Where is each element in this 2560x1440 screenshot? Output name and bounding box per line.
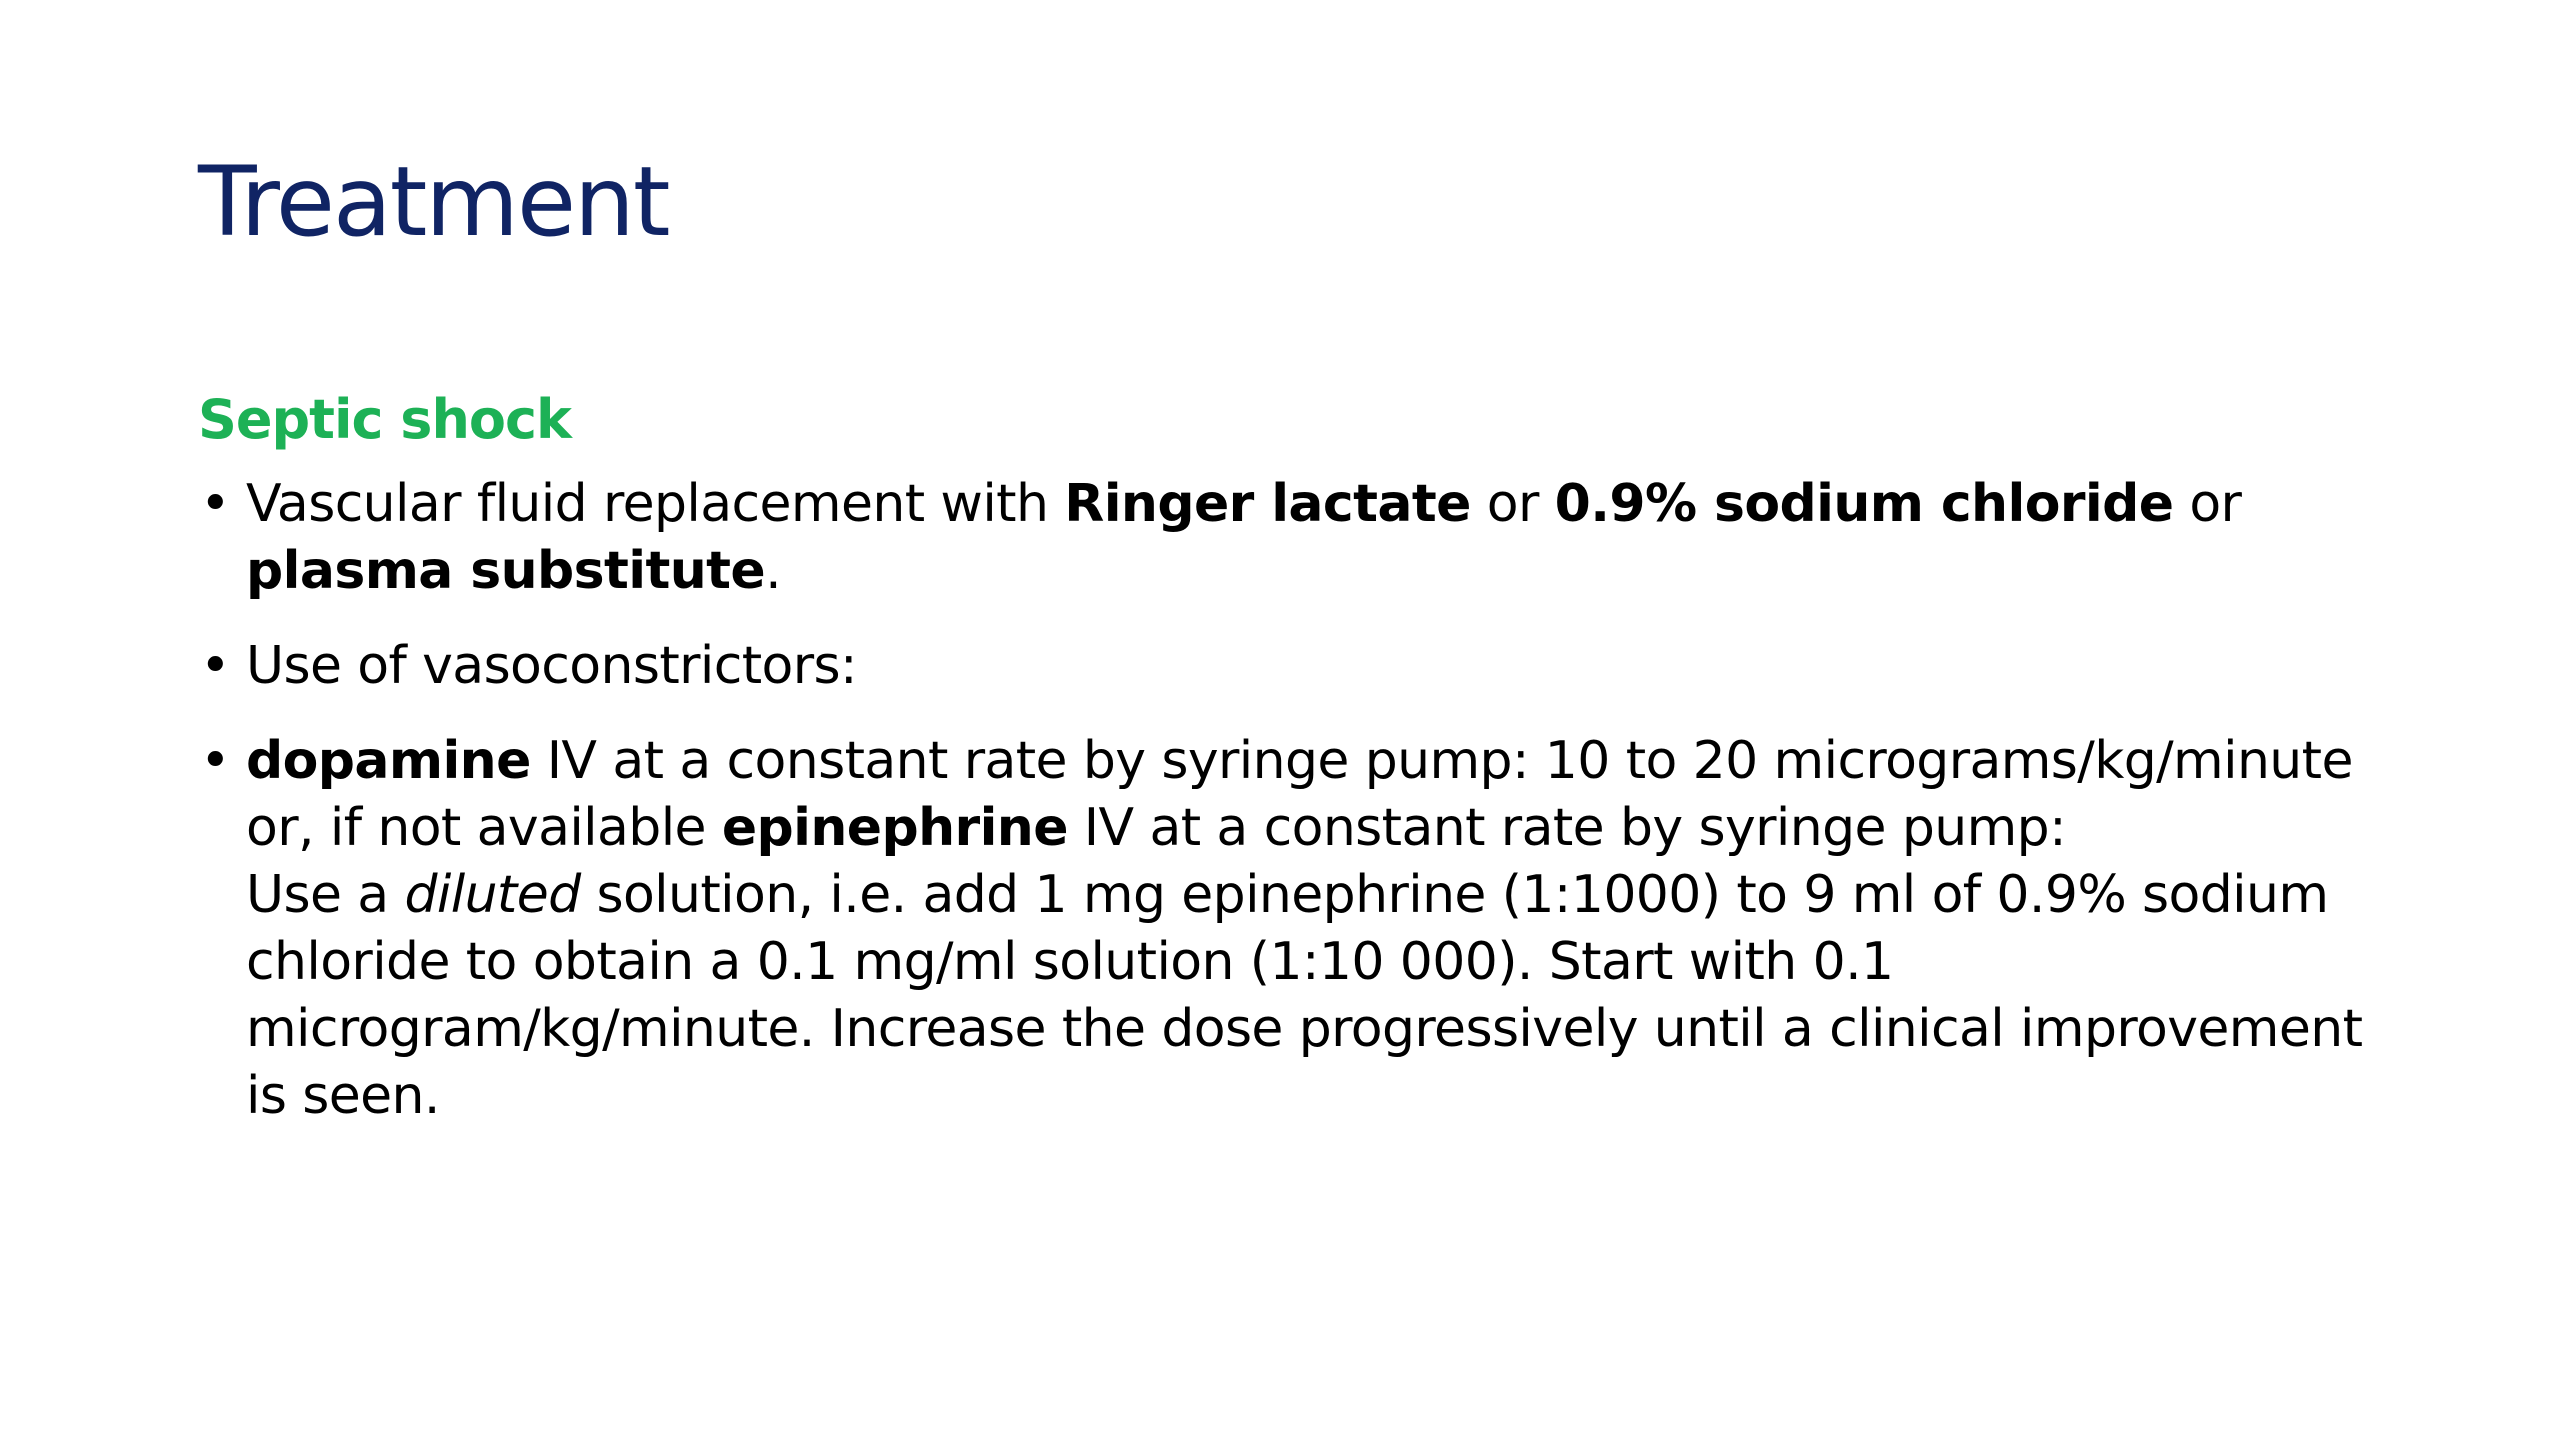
bullet-item-fluid-replacement xyxy=(198,471,2418,605)
bold-term-plasma-substitute: plasma substitute xyxy=(246,540,766,601)
bold-term-ringer-lactate: Ringer lactate xyxy=(1064,473,1471,534)
section-heading: Septic shock xyxy=(198,388,571,451)
bullet-text: IV at a constant rate by syringe pump: 10 to 20 micrograms/kg/minute or, if not available xyxy=(246,730,2353,858)
bullet-list xyxy=(198,471,2418,1130)
bullet-text: Vascular fluid replacement with xyxy=(246,473,1065,534)
bullet-text: Use a xyxy=(246,864,405,925)
bullet-text: . xyxy=(765,540,782,601)
italic-term-diluted: diluted xyxy=(404,864,581,925)
slide-title: Treatment xyxy=(198,146,669,258)
bullet-icon: • xyxy=(200,730,231,791)
bullet-icon: • xyxy=(200,635,231,696)
bullet-text: or xyxy=(1470,473,1555,534)
bold-term-sodium-chloride: 0.9% sodium chloride xyxy=(1554,473,2174,534)
bullet-text: IV at a constant rate by syringe pump: xyxy=(1067,797,2066,858)
slide-content xyxy=(198,388,2418,1158)
bold-term-epinephrine: epinephrine xyxy=(721,797,1068,858)
bullet-continuation xyxy=(246,862,2418,1130)
bullet-item-dopamine xyxy=(198,728,2418,1130)
bullet-item-vasoconstrictors xyxy=(198,633,2418,700)
bullet-text: Use of vasoconstrictors: xyxy=(246,635,857,696)
bullet-text: solution, i.e. add 1 mg epinephrine (1:1000) to 9 ml of 0.9% sodium chloride to obtain a 0.1 mg/ml solution (1:10 000). Start with 0.1 microgram/kg/minute. Increase the dose progressively until a clinical improvement is seen. xyxy=(246,864,2363,1126)
bullet-text: or xyxy=(2173,473,2242,534)
bullet-icon: • xyxy=(200,473,231,534)
bold-term-dopamine: dopamine xyxy=(246,730,531,791)
